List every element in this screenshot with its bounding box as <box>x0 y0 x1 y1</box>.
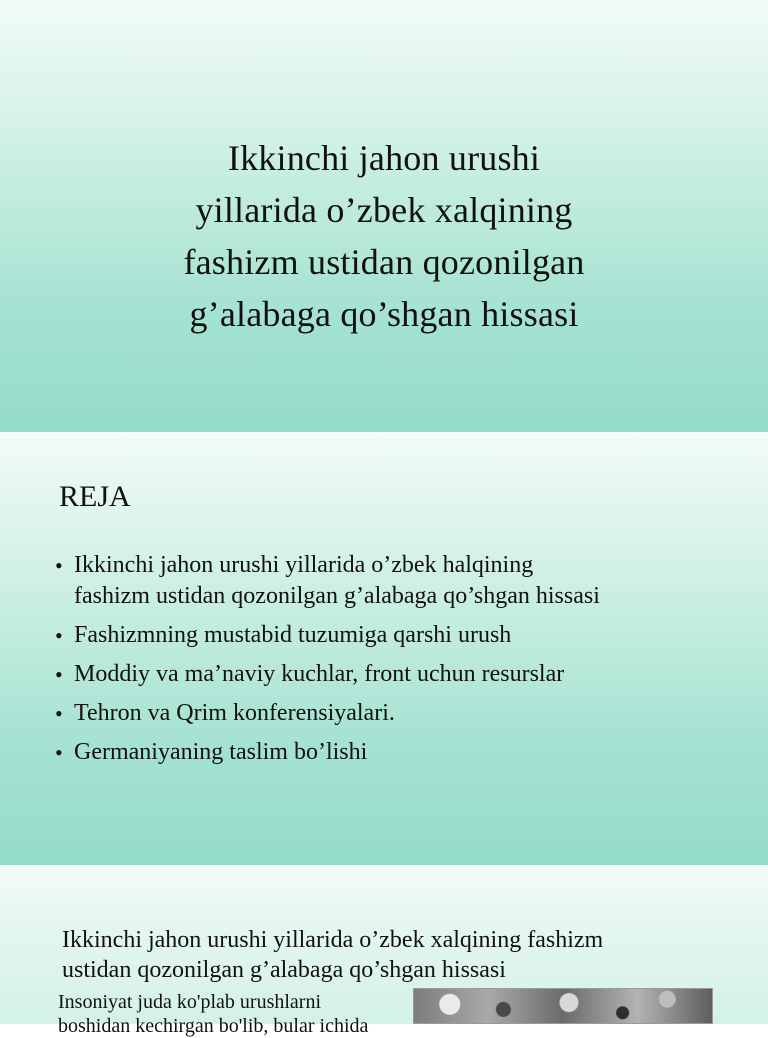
title-line-4: g’alabaga qo’shgan hissasi <box>189 294 579 334</box>
title-line-2: yillarida o’zbek xalqining <box>195 190 573 230</box>
plan-item <box>55 620 745 651</box>
plan-item-text: Fashizmning mustabid tuzumiga qarshi urush <box>74 622 512 648</box>
plan-item <box>55 659 745 690</box>
title-line-1: Ikkinchi jahon urushi <box>227 138 541 178</box>
plan-item-text: Germaniyaning taslim bo’lishi <box>74 739 368 765</box>
slide-title <box>0 0 768 432</box>
plan-item-text: Moddiy va ma’naviy kuchlar, front uchun resurslar <box>74 661 565 687</box>
plan-item <box>55 698 745 729</box>
plan-heading: REJA <box>59 480 131 513</box>
bullet-icon: • <box>55 740 63 765</box>
content-title: Ikkinchi jahon urushi yillarida o’zbek xalqining fashizm ustidan qozonilgan g’alabaga qo’shgan hissasi <box>62 927 604 983</box>
content-body: Insoniyat juda ko'plab urushlarni boshidan kechirgan bo'lib, bular ichida <box>58 991 369 1037</box>
plan-item-text: Tehron va Qrim konferensiyalari. <box>74 700 395 726</box>
plan-item <box>55 737 745 768</box>
war-photo-image <box>413 988 713 1024</box>
plan-item <box>55 550 745 612</box>
bullet-icon: • <box>55 623 63 648</box>
bullet-icon: • <box>55 701 63 726</box>
bullet-icon: • <box>55 553 63 578</box>
bullet-icon: • <box>55 662 63 687</box>
plan-list <box>55 550 745 776</box>
plan-item-text: Ikkinchi jahon urushi yillarida o’zbek halqining fashizm ustidan qozonilgan g’alabaga qo’shgan hissasi <box>74 552 600 609</box>
title-line-3: fashizm ustidan qozonilgan <box>183 242 585 282</box>
slide-title-heading <box>60 132 708 340</box>
